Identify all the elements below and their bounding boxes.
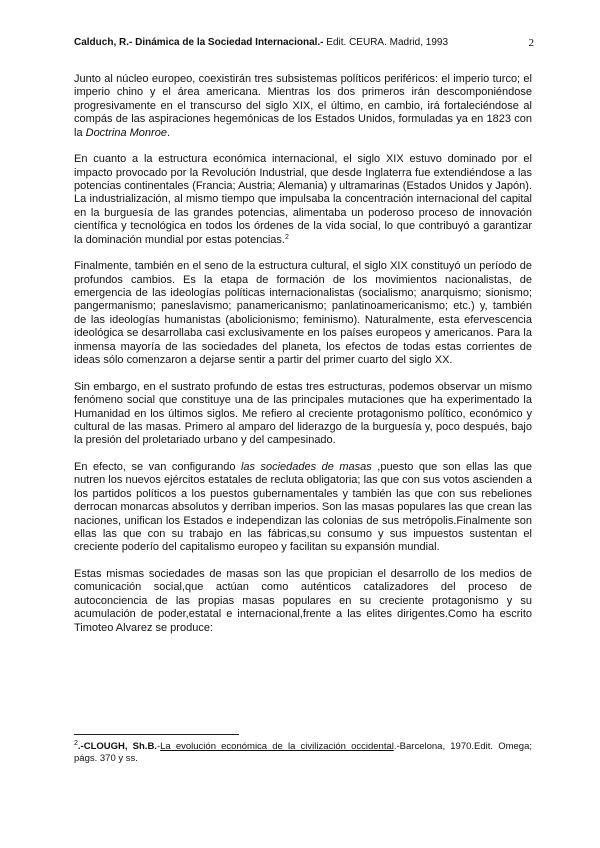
page-body xyxy=(74,73,532,648)
footnote-number: 2 xyxy=(74,740,78,747)
footnote-book-title: La evolución económica de la civilización occidental xyxy=(160,741,394,752)
footnote-publication: .-Barcelona, 1970.Edit. Omega; págs. 370 y ss. xyxy=(74,741,532,764)
footnote-2: $^2$.-CLOUGH, Sh.B.-La evolución económica de la civilización occidental.-Barcelona, 1970.Edit. Omega; págs. 370 y ss. xyxy=(74,740,532,764)
paragraph-1: Junto al núcleo europeo, coexistirán tres subsistemas políticos periféricos: el imperio turco; el imperio chino y el área americana. Mientras los dos primeros irán descomponiéndose progresivamente en el transcurso del siglo XIX, el último, en cambio, irá fortaleciéndose al compás de las aspiraciones hegemónicas de los Estados Unidos, formuladas ya en 1823 con la Doctrina Monroe. xyxy=(74,73,532,139)
running-header xyxy=(74,37,534,49)
footnote-divider xyxy=(74,734,239,735)
footnote-author: .-CLOUGH, Sh.B. xyxy=(77,741,157,752)
paragraph-2: En cuanto a la estructura económica internacional, el siglo XIX estuvo dominado por el impacto provocado por la Revolución Industrial, que desde Inglaterra fue extendiéndose a las potencias continentales (Francia; Austria; Alemania) y ultramarinas (Estados Unidos y Japón). La industrialización, al mismo tiempo que impulsaba la concentración internacional del capital en la burguesía de las grandes potencias, alimentaba un poderoso proceso de innovación científica y tecnológica en todos los órdenes de la vida social, lo que contribuyó a garantizar la dominación mundial por estas potencias.$^2$ xyxy=(74,153,532,246)
sociedades-de-masas-italic: las sociedades de masas xyxy=(240,460,372,473)
doctrina-monroe-italic: Doctrina Monroe xyxy=(85,126,167,139)
paragraph-3: Finalmente, también en el seno de la estructura cultural, el siglo XIX constituyó un período de profundos cambios. Es la etapa de formación de los movimientos nacionalistas, de emergencia de las ideologías políticas internacionalistas (socialismo; anarquismo; sionismo; pangermanismo; paneslavismo; panamericanismo; panlatinoamericanismo; etc.) y, también de las ideologías humanistas (abolicionismo; feminismo). Naturalmente, esta efervescencia ideológica se desarrollaba casi exclusivamente en los países europeos y americanos. Para la inmensa mayoría de las sociedades del planeta, los efectos de todas estas corrientes de ideas sólo comenzaron a dejarse sentir a partir del primer cuarto del siglo XX. xyxy=(74,260,532,367)
header-book-title: Dinámica de la Sociedad Internacional.- xyxy=(135,37,324,48)
header-publisher: Edit. CEURA. Madrid, 1993 xyxy=(323,37,449,48)
paragraph-4: Sin embargo, en el sustrato profundo de estas tres estructuras, podemos observar un mismo fenómeno social que constituye una de las principales mutaciones que ha experimentado la Humanidad en los últimos siglos. Me refiero al creciente protagonismo político, económico y cultural de las masas. Primero al amparo del liderazgo de la burguesía y, poco después, bajo la presión del proletariado urbano y del campesinado. xyxy=(74,380,532,447)
paragraph-5: En efecto, se van configurando las sociedades de masas ,puesto que son ellas las que nutren los nuevos ejércitos estatales de recluta obligatoria; las que con sus votos ascienden a los partidos políticos a los puestos gubernamentales y también las que con sus rebeliones derrocan monarcas absolutos y derriban imperios. Son las masas populares las que crean las naciones, unifican los Estados e independizan las colonias de sus metrópolis.Finalmente son ellas las que con su trabajo en las fábricas,su consumo y sus impuestos sustentan el creciente poderío del capitalismo europeo y facilitan su expansión mundial. xyxy=(74,460,533,554)
page-number: 2 xyxy=(528,37,534,49)
footnote-ref-2[interactable]: 2 xyxy=(284,233,289,241)
paragraph-6: Estas mismas sociedades de masas son las que propician el desarrollo de los medios de comunicación social,que actúan como auténticos catalizadores del proceso de autoconciencia de las propias masas populares en su creciente protagonismo y su acumulación de poder,estatal e internacional,frente a las elites dirigentes.Como ha escrito Timoteo Alvarez se produce: xyxy=(74,567,532,634)
header-author: Calduch, R.- xyxy=(74,37,136,48)
